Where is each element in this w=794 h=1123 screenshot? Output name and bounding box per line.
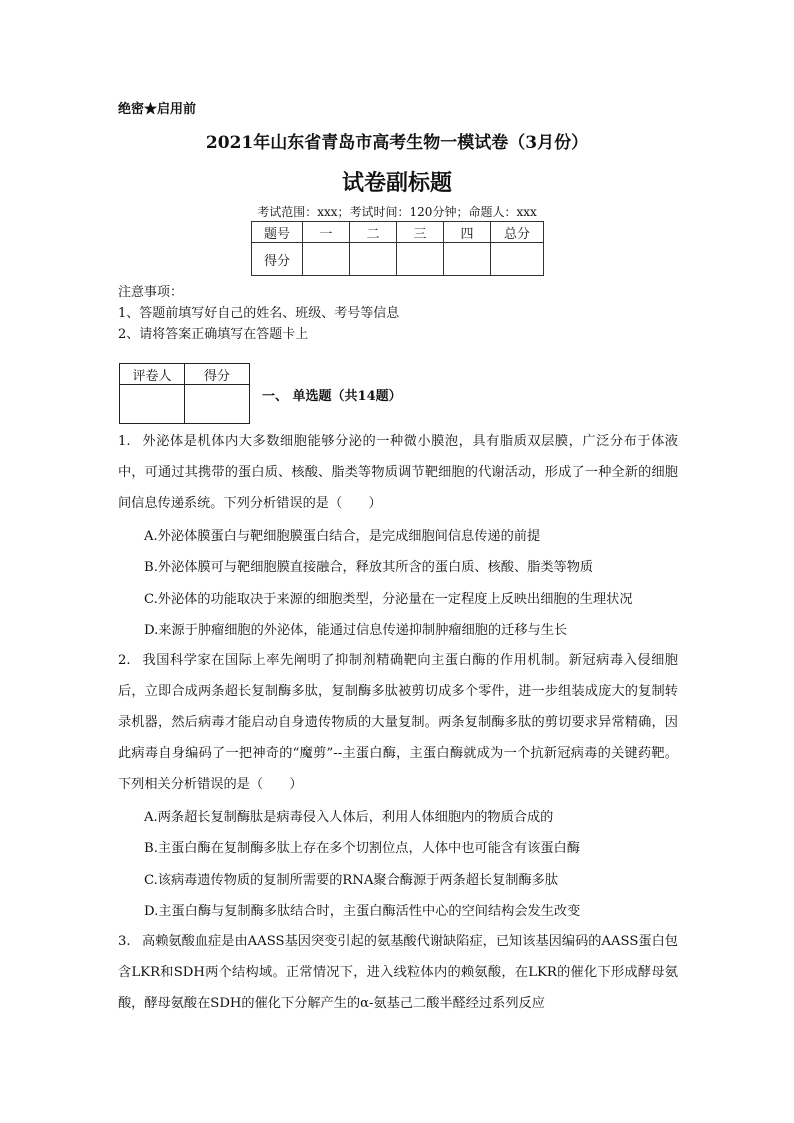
grader-cell[interactable] [120,385,185,424]
question-1-option-a[interactable]: A.外泌体膜蛋白与靶细胞膜蛋白结合，是完成细胞间信息传递的前提 [144,529,541,544]
score-header-cell: 题号 [252,222,303,243]
question-text: 外泌体是机体内大多数细胞能够分泌的一种微小膜泡，具有脂质双层膜，广泛分布于体液中，可通过其携带的蛋白质、核酸、脂类等物质调节靶细胞的代谢活动，形成了一种全新的细胞间信息传递系统。下列分析错误的是（ ） [118,434,678,511]
score-header-cell: 一 [303,222,350,243]
question-1-option-d[interactable]: D.来源于肿瘤细胞的外泌体，能通过信息传递抑制肿瘤细胞的迁移与生长 [144,623,568,638]
score-cell[interactable] [303,243,350,276]
question-text: 高赖氨酸血症是由AASS基因突变引起的氨基酸代谢缺陷症，已知该基因编码的AASS蛋白包含LKR和SDH两个结构域。正常情况下，进入线粒体内的赖氨酸，在LKR的催化下形成酵母氨酸，酵母氨酸在SDH的催化下分解产生的α-氨基己二酸半醛经过系列反应 [118,934,678,1011]
score-cell[interactable] [397,243,444,276]
grader-header-cell: 评卷人 [120,364,185,385]
score-row-label: 得分 [252,243,303,276]
score-header-cell: 四 [444,222,491,243]
score-header-cell: 三 [397,222,444,243]
section-title: 一、 单选题（共14题） [262,389,402,404]
score-cell[interactable] [444,243,491,276]
question-2-stem [118,645,678,800]
notice-item: 1、答题前填写好自己的姓名、班级、考号等信息 [118,306,400,321]
question-1-option-c[interactable]: C.外泌体的功能取决于来源的细胞类型，分泌量在一定程度上反映出细胞的生理状况 [144,592,633,607]
exam-info: 考试范围：xxx；考试时间：120分钟；命题人：xxx [257,205,537,219]
grader-header-cell: 得分 [185,364,250,385]
exam-subtitle: 试卷副标题 [341,170,452,196]
question-2-option-b[interactable]: B.主蛋白酶在复制酶多肽上存在多个切割位点，人体中也可能含有该蛋白酶 [144,841,580,856]
score-header-cell: 总分 [491,222,544,243]
score-table [251,221,544,276]
question-3-stem [118,926,678,1019]
question-number: 3. [118,934,131,949]
notice-heading: 注意事项： [118,285,184,300]
question-2-option-c[interactable]: C.该病毒遗传物质的复制所需要的RNA聚合酶源于两条超长复制酶多肽 [144,873,559,888]
exam-title: 2021年山东省青岛市高考生物一模试卷（3月份） [205,133,589,153]
secret-label: 绝密★启用前 [118,102,197,117]
grader-cell[interactable] [185,385,250,424]
question-text: 我国科学家在国际上率先阐明了抑制剂精确靶向主蛋白酶的作用机制。新冠病毒入侵细胞后，立即合成两条超长复制酶多肽，复制酶多肽被剪切成多个零件，进一步组装成庞大的复制转录机器，然后病毒才能启动自身遗传物质的大量复制。两条复制酶多肽的剪切要求异常精确，因此病毒自身编码了一把神奇的“魔剪”--主蛋白酶，主蛋白酶就成为一个抗新冠病毒的关键药靶。下列相关分析错误的是（ ） [118,653,678,792]
notice-item: 2、请将答案正确填写在答题卡上 [118,327,309,342]
score-cell[interactable] [350,243,397,276]
score-cell[interactable] [491,243,544,276]
question-2-option-a[interactable]: A.两条超长复制酶肽是病毒侵入人体后，利用人体细胞内的物质合成的 [144,810,554,825]
score-header-cell: 二 [350,222,397,243]
question-2-option-d[interactable]: D.主蛋白酶与复制酶多肽结合时，主蛋白酶活性中心的空间结构会发生改变 [144,904,581,919]
question-number: 2. [118,653,131,668]
question-1-stem [118,426,678,519]
question-1-option-b[interactable]: B.外泌体膜可与靶细胞膜直接融合，释放其所含的蛋白质、核酸、脂类等物质 [144,560,594,575]
grader-table [119,363,250,424]
question-number: 1. [118,434,131,449]
